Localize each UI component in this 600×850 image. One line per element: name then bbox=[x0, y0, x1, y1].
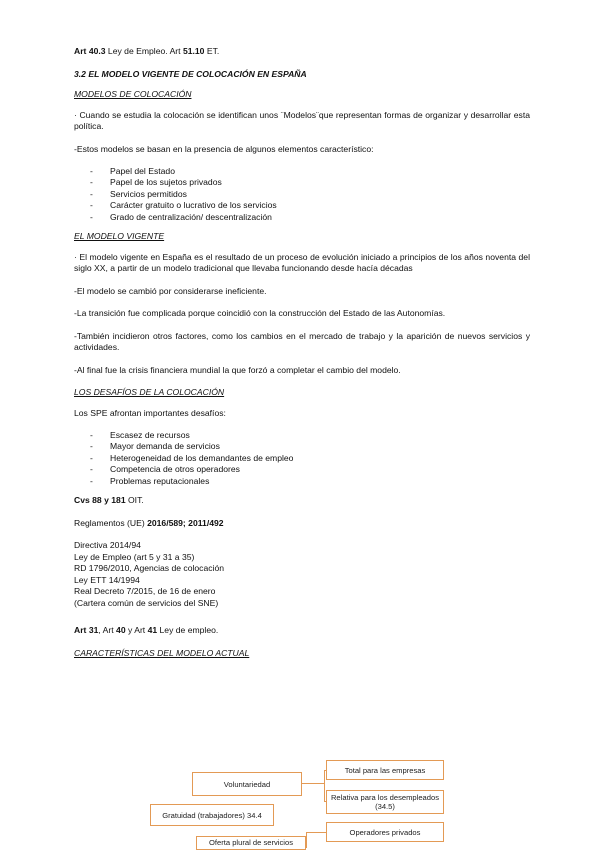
list-item: - Papel del Estado bbox=[90, 166, 530, 177]
list-item: - Problemas reputacionales bbox=[90, 476, 530, 487]
desafios-list bbox=[74, 430, 530, 487]
connector bbox=[302, 783, 324, 784]
modelos-p1: · Cuando se estudia la colocación se identifican unos ¨Modelos¨que representan formas de organizar y desarrollar esta política. bbox=[74, 109, 530, 131]
modelos-list bbox=[74, 166, 530, 223]
norma-line: Real Decreto 7/2015, de 16 de enero bbox=[74, 586, 216, 597]
intro-c: Ley de Empleo. Art bbox=[105, 46, 183, 56]
vigente-p1: · El modelo vigente en España es el resultado de un proceso de evolución iniciado a principios de los años noventa del siglo XX, a partir de un modelo tradicional que llevaba funcionando desde hacía décadas bbox=[74, 251, 530, 274]
modelos-heading: MODELOS DE COLOCACIÓN bbox=[74, 89, 192, 99]
intro-a: Art bbox=[74, 46, 89, 56]
vigente-p3: -La transición fue complicada porque coincidió con la construcción del Estado de las Autonomías. bbox=[74, 308, 446, 319]
reglamentos-a: Reglamentos (UE) bbox=[74, 517, 148, 528]
box-gratuidad: Gratuidad (trabajadores) 34.4 bbox=[150, 804, 274, 826]
norma-line: Ley ETT 14/1994 bbox=[74, 574, 140, 585]
box-relativa: Relativa para los desempleados (34.5) bbox=[326, 790, 444, 814]
desafios-heading: LOS DESAFÍOS DE LA COLOCACIÓN bbox=[74, 387, 225, 398]
modelos-p2: -Estos modelos se basan en la presencia de algunos elementos característico: bbox=[74, 143, 374, 154]
model-diagram bbox=[150, 758, 450, 848]
vigente-heading: EL MODELO VIGENTE bbox=[74, 231, 165, 242]
reglamentos-line bbox=[74, 518, 530, 530]
vigente-p5: -Al final fue la crisis financiera mundial la que forzó a completar el cambio del modelo. bbox=[74, 364, 401, 375]
list-item: - Heterogeneidad de los demandantes de empleo bbox=[90, 453, 530, 464]
intro-e: ET. bbox=[204, 46, 220, 56]
list-item: - Servicios permitidos bbox=[90, 189, 530, 200]
norma-line: Directiva 2014/94 bbox=[74, 540, 141, 551]
arts-d: 40 bbox=[116, 625, 126, 636]
arts-f: 41 bbox=[147, 625, 158, 636]
intro-line bbox=[74, 46, 530, 58]
box-voluntariedad: Voluntariedad bbox=[192, 772, 302, 796]
arts-line bbox=[74, 625, 530, 637]
connector bbox=[324, 770, 325, 801]
norma-line: RD 1796/2010, Agencias de colocación bbox=[74, 563, 225, 574]
arts-c: , Art bbox=[98, 625, 117, 636]
arts-b: 31 bbox=[88, 625, 99, 636]
box-oferta: Oferta plural de servicios bbox=[196, 836, 306, 850]
reglamentos-b: 2016/589; 2011/492 bbox=[147, 517, 224, 528]
connector bbox=[306, 832, 307, 848]
cvs-line bbox=[74, 495, 530, 507]
vigente-p2: -El modelo se cambió por considerarse ineficiente. bbox=[74, 285, 267, 296]
desafios-p1: Los SPE afrontan importantes desafíos: bbox=[74, 407, 226, 418]
list-item: - Grado de centralización/ descentralización bbox=[90, 212, 530, 223]
caracteristicas-heading: CARACTERÍSTICAS DEL MODELO ACTUAL bbox=[74, 647, 250, 658]
connector bbox=[306, 832, 326, 833]
arts-e: y Art bbox=[125, 625, 148, 636]
intro-d: 51.10 bbox=[182, 46, 205, 56]
cvs-a: Cvs 88 y 181 bbox=[74, 495, 126, 506]
arts-g: Ley de empleo. bbox=[157, 625, 219, 636]
list-item: - Papel de los sujetos privados bbox=[90, 177, 530, 188]
box-operadores: Operadores privados bbox=[326, 822, 444, 842]
norma-line: Ley de Empleo (art 5 y 31 a 35) bbox=[74, 551, 195, 562]
list-item: - Competencia de otros operadores bbox=[90, 464, 530, 475]
normas-block bbox=[74, 540, 530, 609]
list-item: - Mayor demanda de servicios bbox=[90, 441, 530, 452]
section-title: 3.2 EL MODELO VIGENTE DE COLOCACIÓN EN ESPAÑA bbox=[74, 68, 307, 79]
document-page bbox=[74, 46, 530, 668]
cvs-b: OIT. bbox=[125, 495, 144, 506]
intro-b: 40.3 bbox=[88, 46, 106, 56]
list-item: - Carácter gratuito o lucrativo de los servicios bbox=[90, 200, 530, 211]
list-item: - Escasez de recursos bbox=[90, 430, 530, 441]
box-total: Total para las empresas bbox=[326, 760, 444, 780]
norma-line: (Cartera común de servicios del SNE) bbox=[74, 597, 219, 608]
arts-a: Art bbox=[74, 625, 89, 636]
vigente-p4: -También incidieron otros factores, como los cambios en el mercado de trabajo y la aparición de nuevos servicios y actividades. bbox=[74, 330, 530, 353]
